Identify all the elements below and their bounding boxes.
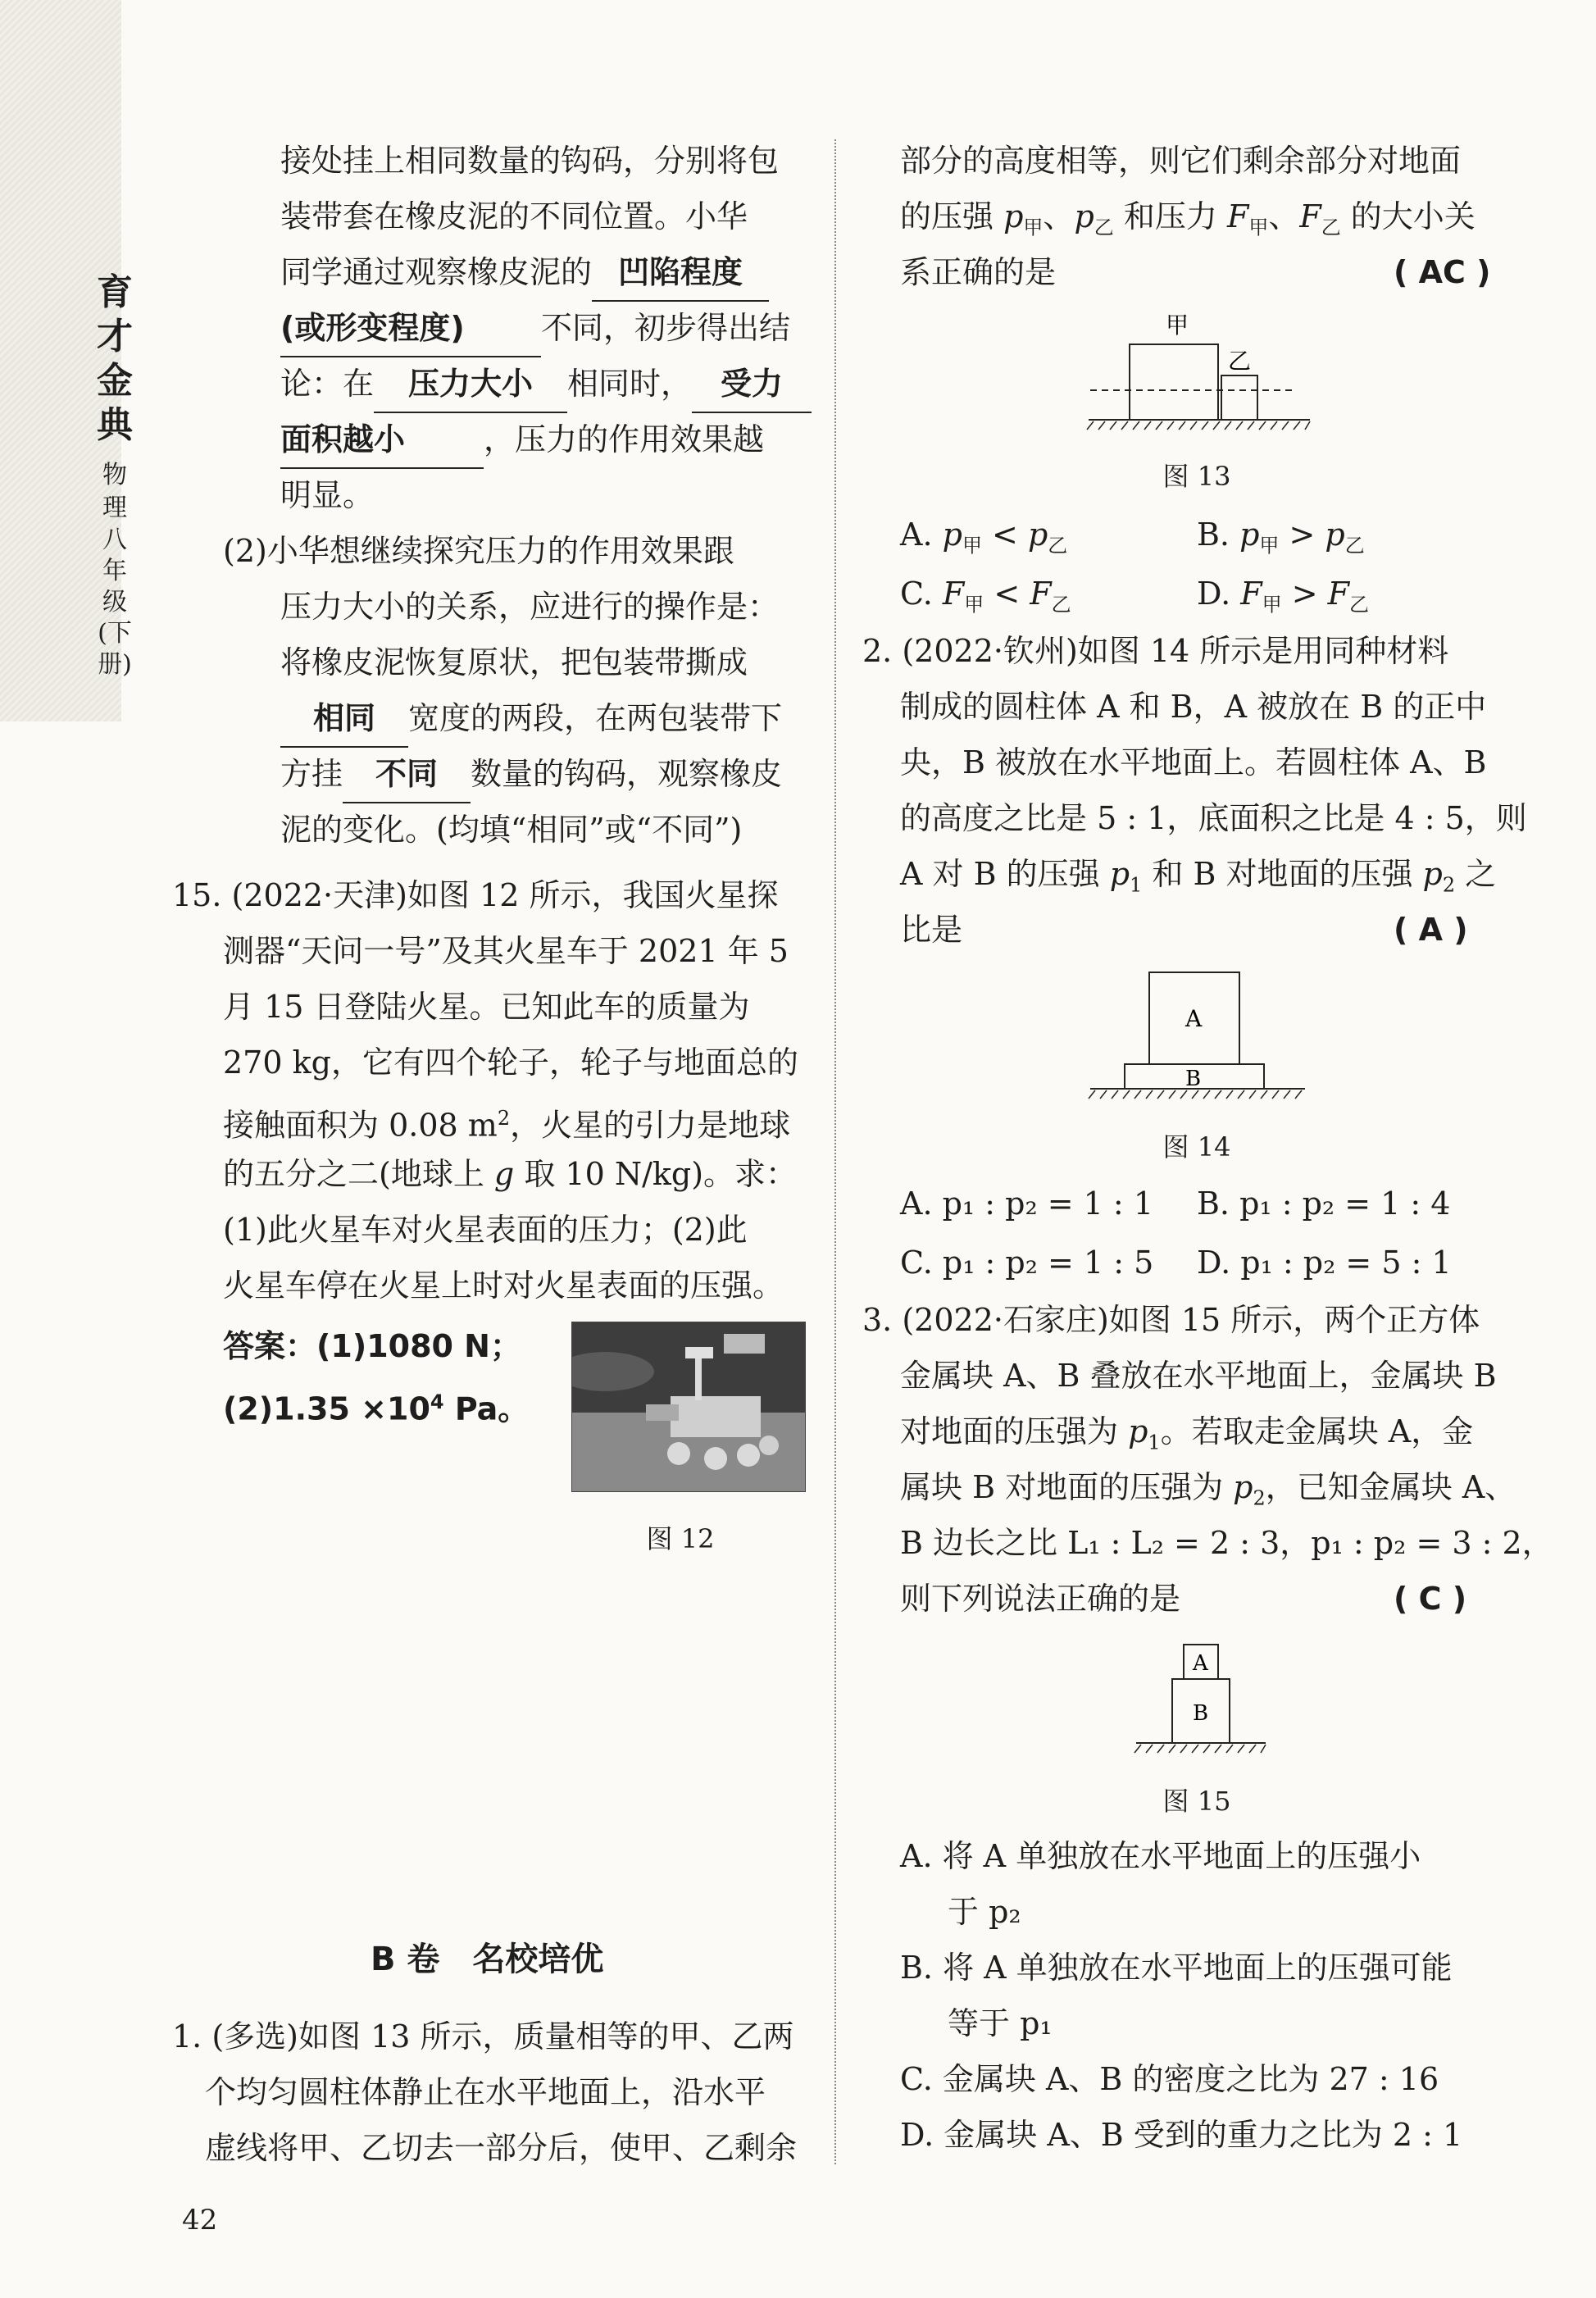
text-line bbox=[280, 300, 790, 357]
text-segment: 方挂 bbox=[280, 756, 343, 792]
text-line bbox=[223, 1146, 797, 1202]
symbol-p: p bbox=[1003, 198, 1024, 234]
text-segment: ，已知金属块 A、 bbox=[1265, 1469, 1516, 1505]
b3-option-b: B. 将 A 单独放在水平地面上的压强可能 bbox=[900, 1950, 1453, 1986]
figure-14-diagram bbox=[1082, 967, 1320, 1107]
question-b3: 3. (2022·石家庄)如图 15 所示，两个正方体 bbox=[862, 1302, 1480, 1338]
symbol-p: p bbox=[1128, 1413, 1148, 1449]
text-segment: 接触面积为 0.08 m bbox=[223, 1107, 498, 1144]
symbol-p: p bbox=[1325, 516, 1345, 553]
text-line bbox=[280, 412, 764, 469]
text-segment: 、 bbox=[1268, 198, 1300, 234]
text-line: (2)小华想继续探究压力的作用效果跟 bbox=[223, 533, 734, 569]
text-segment: 。若取走金属块 A，金 bbox=[1160, 1413, 1474, 1449]
answer-blank-1: 凹陷程度 bbox=[592, 244, 769, 302]
text-segment: > bbox=[1279, 516, 1325, 553]
text-segment: > bbox=[1281, 576, 1328, 612]
superscript: 4 bbox=[430, 1390, 444, 1413]
fig15-label-a: A bbox=[1193, 1651, 1208, 1676]
subject-label: 物理 bbox=[102, 461, 127, 522]
text-line bbox=[223, 1090, 790, 1154]
answer-value: (2)1.35 ×10 bbox=[223, 1390, 430, 1427]
answer-blank-1b: (或形变程度) bbox=[280, 300, 541, 357]
b3-option-a: A. 将 A 单独放在水平地面上的压强小 bbox=[900, 1838, 1421, 1874]
text-line: 接处挂上相同数量的钩码，分别将包 bbox=[280, 143, 780, 179]
text-segment: 和 B 对地面的压强 bbox=[1142, 856, 1423, 892]
b2-option-c: C. p₁ : p₂ = 1 : 5 bbox=[900, 1245, 1154, 1281]
symbol-p: p bbox=[1239, 516, 1260, 553]
b1-option-a bbox=[900, 507, 1067, 574]
subscript: 乙 bbox=[1048, 534, 1068, 557]
text-line: 虚线将甲、乙切去一部分后，使甲、乙剩余 bbox=[205, 2130, 798, 2166]
text-segment: 不同，初步得出结 bbox=[541, 310, 791, 346]
mars-rover-photo bbox=[571, 1322, 806, 1492]
answer-value: (1)1080 N； bbox=[316, 1328, 521, 1364]
subscript: 乙 bbox=[1344, 534, 1365, 557]
text-line: 270 kg，它有四个轮子，轮子与地面总的 bbox=[223, 1044, 798, 1081]
text-line: 的高度之比是 5 : 1，底面积之比是 4 : 5，则 bbox=[900, 800, 1527, 836]
column-divider bbox=[834, 139, 836, 2164]
figure-15-caption: 图 15 bbox=[1162, 1786, 1231, 1817]
answer-b1: ( AC ) bbox=[1394, 254, 1491, 290]
subscript: 甲 bbox=[1259, 534, 1280, 557]
fig14-label-b: B bbox=[1185, 1067, 1202, 1091]
b1-option-b bbox=[1197, 507, 1365, 574]
text-line bbox=[280, 356, 812, 413]
symbol-F: F bbox=[1327, 576, 1350, 612]
subscript: 2 bbox=[1442, 873, 1456, 897]
text-line bbox=[280, 244, 769, 302]
question-b2: 2. (2022·钦州)如图 14 所示是用同种材料 bbox=[862, 633, 1449, 669]
answer-line bbox=[223, 1318, 521, 1374]
text-line: 部分的高度相等，则它们剩余部分对地面 bbox=[900, 143, 1462, 179]
text-line bbox=[280, 690, 782, 748]
symbol-p: p bbox=[1074, 198, 1094, 234]
text-line: 央，B 被放在水平地面上。若圆柱体 A、B bbox=[900, 744, 1487, 780]
subscript: 乙 bbox=[1051, 593, 1071, 617]
fig15-label-b: B bbox=[1193, 1701, 1209, 1726]
b3-option-c: C. 金属块 A、B 的密度之比为 27 : 16 bbox=[900, 2061, 1439, 2097]
question-b1: 1. (多选)如图 13 所示，质量相等的甲、乙两 bbox=[172, 2018, 794, 2055]
subscript: 1 bbox=[1130, 873, 1143, 897]
text-segment: B. bbox=[1197, 516, 1240, 553]
text-line: 泥的变化。(均填“相同”或“不同”) bbox=[280, 812, 743, 848]
question-15: 15. (2022·天津)如图 12 所示，我国火星探 bbox=[172, 877, 779, 913]
text-segment: ，压力的作用效果越 bbox=[484, 421, 765, 457]
text-segment: A. bbox=[900, 516, 943, 553]
b2-option-d: D. p₁ : p₂ = 5 : 1 bbox=[1197, 1245, 1452, 1281]
answer-b2: ( A ) bbox=[1394, 912, 1468, 948]
figure-12-caption: 图 12 bbox=[646, 1523, 715, 1554]
subscript: 甲 bbox=[1262, 593, 1282, 617]
text-line: B 边长之比 L₁ : L₂ = 2 : 3，p₁ : p₂ = 3 : 2， bbox=[900, 1525, 1553, 1561]
text-segment: 对地面的压强为 bbox=[900, 1413, 1129, 1449]
b2-option-a: A. p₁ : p₂ = 1 : 1 bbox=[900, 1185, 1153, 1222]
answer-blank-2: 压力大小 bbox=[374, 356, 567, 413]
fig13-label-yi: 乙 bbox=[1228, 348, 1252, 375]
symbol-F: F bbox=[942, 576, 965, 612]
text-segment: 的五分之二(地球上 bbox=[223, 1156, 494, 1192]
symbol-p: p bbox=[942, 516, 962, 553]
text-segment: 取 10 N/kg)。求： bbox=[514, 1156, 798, 1192]
answer-line bbox=[223, 1374, 529, 1437]
text-segment: 的压强 bbox=[900, 198, 1004, 234]
text-segment: 宽度的两段，在两包装带下 bbox=[408, 700, 783, 736]
text-segment: < bbox=[981, 516, 1028, 553]
symbol-p: p bbox=[1027, 516, 1048, 553]
text-line: 测器“天问一号”及其火星车于 2021 年 5 bbox=[223, 933, 789, 969]
subscript: 乙 bbox=[1094, 216, 1114, 239]
answer-blank-5: 不同 bbox=[343, 746, 471, 803]
page-number: 42 bbox=[182, 2204, 218, 2237]
text-segment: 的大小关 bbox=[1340, 198, 1476, 234]
symbol-F: F bbox=[1226, 198, 1249, 234]
answer-blank-4: 相同 bbox=[280, 690, 408, 748]
text-line: 月 15 日登陆火星。已知此车的质量为 bbox=[223, 989, 750, 1025]
text-segment: 相同时， bbox=[567, 366, 693, 402]
subscript: 乙 bbox=[1349, 593, 1370, 617]
subscript: 甲 bbox=[1023, 216, 1044, 239]
answer-value: Pa。 bbox=[443, 1390, 530, 1427]
text-segment: 数量的钩码，观察橡皮 bbox=[471, 756, 783, 792]
text-segment: 同学通过观察橡皮泥的 bbox=[280, 254, 593, 290]
text-line: 金属块 A、B 叠放在水平地面上，金属块 B bbox=[900, 1358, 1497, 1394]
subscript: 2 bbox=[1253, 1486, 1266, 1510]
text-line: 明显。 bbox=[280, 477, 375, 513]
answer-label: 答案： bbox=[223, 1328, 317, 1364]
subscript: 甲 bbox=[1248, 216, 1269, 239]
text-segment: D. bbox=[1197, 576, 1241, 612]
symbol-F: F bbox=[1030, 576, 1052, 612]
fig14-label-a: A bbox=[1185, 1005, 1203, 1032]
text-line: (1)此火星车对火星表面的压力；(2)此 bbox=[223, 1212, 748, 1248]
symbol-p: p bbox=[1109, 856, 1130, 892]
symbol-p: p bbox=[1422, 856, 1443, 892]
answer-blank-3b: 面积越小 bbox=[280, 412, 484, 469]
text-line: 则下列说法正确的是 bbox=[900, 1581, 1181, 1617]
text-line: 火星车停在火星上时对火星表面的压强。 bbox=[223, 1267, 784, 1304]
subscript: 1 bbox=[1148, 1431, 1161, 1454]
answer-blank-3: 受力 bbox=[692, 356, 812, 413]
figure-13-diagram bbox=[1082, 297, 1328, 436]
figure-13-caption: 图 13 bbox=[1162, 461, 1231, 492]
text-segment: A 对 B 的压强 bbox=[900, 856, 1110, 892]
fig13-label-jia: 甲 bbox=[1166, 312, 1189, 339]
symbol-F: F bbox=[1299, 198, 1321, 234]
answer-b3: ( C ) bbox=[1394, 1581, 1467, 1617]
text-line: 制成的圆柱体 A 和 B，A 被放在 B 的正中 bbox=[900, 689, 1487, 725]
b3-option-d: D. 金属块 A、B 受到的重力之比为 2 : 1 bbox=[900, 2117, 1463, 2153]
text-segment: 之 bbox=[1455, 856, 1497, 892]
text-segment: ，火星的引力是地球 bbox=[510, 1107, 791, 1144]
text-line: 比是 bbox=[900, 912, 963, 948]
text-line: 装带套在橡皮泥的不同位置。小华 bbox=[280, 198, 748, 234]
text-segment: 论：在 bbox=[280, 366, 375, 402]
text-line bbox=[280, 746, 782, 803]
text-line: 将橡皮泥恢复原状，把包装带撕成 bbox=[280, 644, 748, 680]
text-line: 个均匀圆柱体静止在水平地面上，沿水平 bbox=[205, 2074, 766, 2110]
b3-option-a-cont: 于 p₂ bbox=[948, 1894, 1021, 1930]
text-segment: C. bbox=[900, 576, 943, 612]
text-line: 压力大小的关系，应进行的操作是： bbox=[280, 589, 780, 625]
grade-label: 八年级(下册) bbox=[98, 526, 132, 679]
b2-option-b: B. p₁ : p₂ = 1 : 4 bbox=[1197, 1185, 1451, 1222]
subscript: 甲 bbox=[964, 593, 984, 617]
symbol-g: g bbox=[493, 1156, 515, 1192]
text-segment: 属块 B 对地面的压强为 bbox=[900, 1469, 1234, 1505]
section-b-title: B 卷 名校培优 bbox=[371, 1941, 604, 1978]
symbol-F: F bbox=[1240, 576, 1262, 612]
symbol-p: p bbox=[1233, 1469, 1253, 1505]
b3-option-b-cont: 等于 p₁ bbox=[948, 2005, 1053, 2041]
text-line: 系正确的是 bbox=[900, 254, 1057, 290]
text-segment: 和压力 bbox=[1113, 198, 1227, 234]
text-segment: < bbox=[984, 576, 1030, 612]
superscript: 2 bbox=[497, 1107, 511, 1130]
figure-15-diagram bbox=[1131, 1640, 1279, 1763]
subscript: 甲 bbox=[962, 534, 982, 557]
brand-title: 育才金典 bbox=[97, 271, 133, 446]
subscript: 乙 bbox=[1321, 216, 1341, 239]
text-segment: 、 bbox=[1043, 198, 1075, 234]
figure-14-caption: 图 14 bbox=[1162, 1131, 1231, 1163]
